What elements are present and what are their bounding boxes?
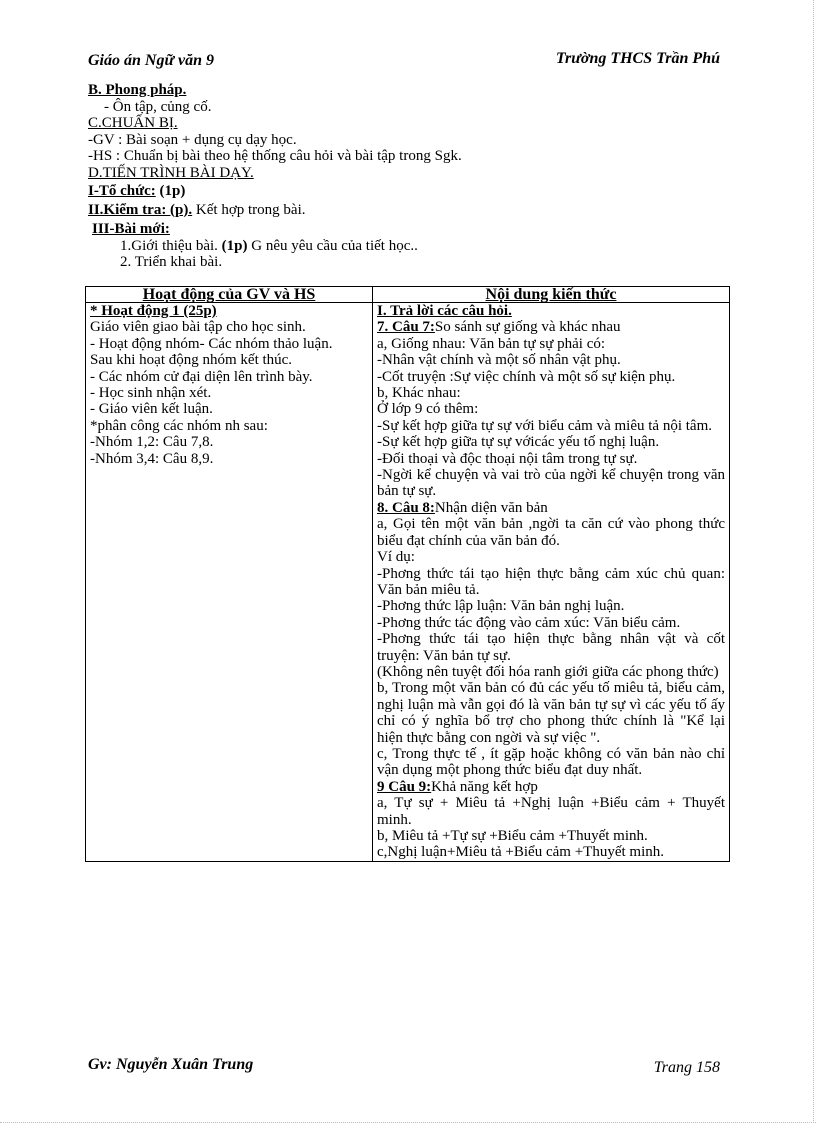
content-line: -Phơng thức tái tạo hiện thực bằng cảm xúc chủ quan: Văn bản miêu tả. — [377, 565, 725, 598]
activity-line: Giáo viên giao bài tập cho học sinh. — [90, 319, 306, 336]
content-line: b, Trong một văn bản có đủ các yếu tố miêu tả, biểu cảm, nghị luận mà vẫn gọi đó là văn bản tự sự vì các yếu tố ấy chỉ có ý nghĩa bổ trợ cho phong thức chính là "Kể lại hiện thực bằng con ngời và sự việc ". — [377, 680, 725, 746]
table-header-row — [86, 287, 730, 303]
section-ii — [88, 202, 738, 219]
activity-line: -Nhóm 3,4: Câu 8,9. — [90, 450, 214, 467]
lesson-sections — [88, 82, 738, 271]
content-line: c, Trong thực tế , ít gặp hoặc không có văn bản nào chỉ vận dụng một phong thức biểu đạt duy nhất. — [377, 745, 725, 779]
content-line: -Cốt truyện :Sự việc chính và một số sự kiện phụ. — [377, 368, 676, 385]
content-line: b, Khác nhau: — [377, 385, 461, 402]
header-right: Trường THCS Trần Phú — [555, 50, 720, 67]
content-line: a, Giống nhau: Văn bản tự sự phải có: — [377, 335, 606, 352]
content-line: a, Gọi tên một văn bản ,ngời ta căn cứ vào phong thức biểu đạt chính của văn bản đó. — [377, 516, 725, 549]
section-b-line: - Ôn tập, củng cố. — [104, 98, 212, 115]
content-line: Ví dụ: — [377, 549, 415, 566]
content-line: -Phơng thức lập luận: Văn bản nghị luận. — [377, 598, 625, 615]
content-line: (Không nên tuyệt đối hóa ranh giới giữa các phong thức) — [377, 663, 719, 680]
section-c-gv: -GV : Bài soạn + dụng cụ dạy học. — [88, 131, 297, 148]
section-iii-1c: G nêu yêu cầu của tiết học.. — [251, 237, 418, 254]
content-line: -Đối thoại và độc thoại nội tâm trong tự sự. — [377, 450, 638, 467]
table-header-left: Hoạt động của GV và HS — [86, 287, 373, 303]
footer-page-number: Trang 158 — [653, 1059, 720, 1076]
section-iii-1b: (1p) — [221, 237, 248, 254]
footer-teacher: Gv: Nguyễn Xuân Trung — [88, 1056, 254, 1073]
activity-line: - Các nhóm cử đại diện lên trình bày. — [90, 368, 313, 385]
content-line: Ở lớp 9 có thêm: — [377, 401, 479, 418]
section-iii-1 — [88, 238, 738, 255]
content-line: I. Trả lời các câu hỏi. — [377, 303, 512, 319]
header-left: Giáo án Ngữ văn 9 — [88, 52, 215, 69]
section-d-title: D.TIẾN TRÌNH BÀI DẠY. — [88, 164, 254, 181]
content-line: a, Tự sự + Miêu tả +Nghị luận +Biểu cảm + Thuyết minh. — [377, 795, 725, 828]
activity-line: - Giáo viên kết luận. — [90, 401, 213, 418]
section-iii-2: 2. Triển khai bài. — [120, 254, 223, 270]
activity-line: *phân công các nhóm nh sau: — [90, 417, 268, 434]
content-line: -Phơng thức tác động vào cảm xúc: Văn biểu cảm. — [377, 614, 681, 631]
section-iii-1a: 1.Giới thiệu bài. — [120, 237, 218, 254]
section-i — [88, 183, 738, 200]
section-b-title: B. Phong pháp. — [88, 82, 187, 98]
content-line: c,Nghị luận+Miêu tả +Biểu cảm +Thuyết minh. — [377, 844, 664, 861]
activity-line: -Nhóm 1,2: Câu 7,8. — [90, 434, 214, 451]
page-right-border — [813, 0, 814, 1123]
section-i-time: (1p) — [159, 183, 186, 199]
activity-cell — [86, 303, 373, 862]
content-line: -Ngời kể chuyện và vai trò của ngời kể chuyện trong văn bản tự sự. — [377, 467, 725, 500]
table-header-right: Nội dung kiến thức — [373, 287, 730, 303]
table-row — [86, 303, 730, 862]
activity-line: Sau khi hoạt động nhóm kết thúc. — [90, 352, 293, 369]
content-line: -Sự kết hợp giữa tự sự với biểu cảm và miêu tả nội tâm. — [377, 417, 712, 434]
activity-line: - Học sinh nhận xét. — [90, 385, 212, 402]
content-line: -Phơng thức tái tạo hiện thực bằng nhân vật và cốt truyện: Văn bản tự sự. — [377, 631, 725, 664]
content-line: -Nhân vật chính và một số nhân vật phụ. — [377, 352, 621, 369]
section-c-title: C.CHUẨN BỊ. — [88, 115, 178, 131]
section-c-hs: -HS : Chuẩn bị bài theo hệ thống câu hỏi và bài tập trong Sgk. — [88, 148, 462, 164]
content-line: 7. Câu 7:So sánh sự giống và khác nhau — [377, 319, 621, 336]
content-line: b, Miêu tả +Tự sự +Biểu cảm +Thuyết minh. — [377, 828, 648, 844]
lesson-table — [85, 286, 730, 862]
section-ii-label: II.Kiểm tra: (p). — [88, 201, 193, 218]
content-line: 8. Câu 8:Nhận diện văn bản — [377, 499, 548, 516]
content-cell — [373, 303, 730, 862]
content-line: 9 Câu 9:Khả năng kết hợp — [377, 778, 538, 795]
section-i-label: I-Tổ chức: — [88, 183, 156, 199]
section-ii-text: Kết hợp trong bài. — [195, 201, 306, 218]
activity-line: * Hoạt động 1 (25p) — [90, 303, 217, 319]
section-iii-label: III-Bài mới: — [92, 221, 170, 237]
activity-line: - Hoạt động nhóm- Các nhóm thảo luận. — [90, 335, 333, 352]
content-line: -Sự kết hợp giữa tự sự vớicác yếu tố nghị luận. — [377, 434, 660, 451]
